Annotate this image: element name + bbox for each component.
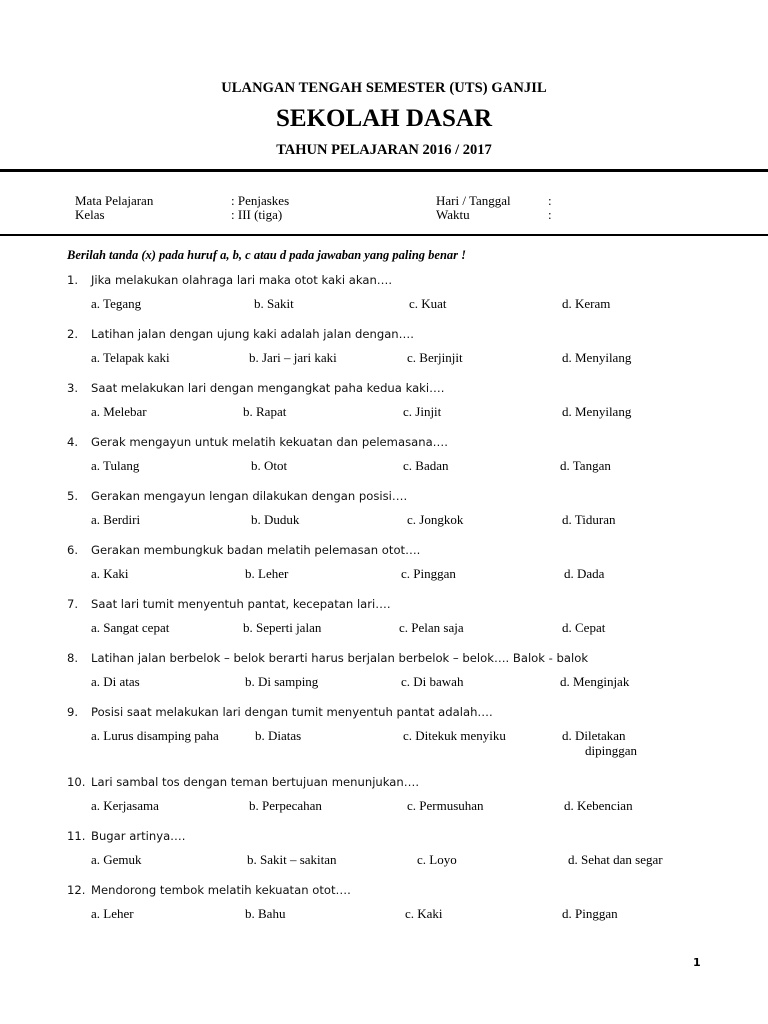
option-b: b. Di samping [245, 674, 319, 689]
option-c: c. Pinggan [401, 566, 456, 581]
option-b: b. Diatas [255, 728, 302, 743]
question-number: 4. [67, 435, 79, 449]
option-d: d. Sehat dan segar [568, 852, 663, 867]
question-text: Posisi saat melakukan lari dengan tumit menyentuh pantat adalah…. [91, 705, 493, 719]
question-number: 1. [67, 273, 79, 287]
option-a: a. Leher [91, 906, 134, 921]
question-number: 11. [67, 829, 86, 843]
option-d: d. Dada [564, 566, 605, 581]
question-number: 12. [67, 883, 86, 897]
option-b: b. Duduk [251, 512, 300, 527]
question-number: 5. [67, 489, 79, 503]
question-number: 10. [67, 775, 86, 789]
instruction-text: Berilah tanda (x) pada huruf a, b, c atau d pada jawaban yang paling benar ! [67, 248, 467, 262]
option-c: c. Berjinjit [407, 350, 463, 365]
option-d: d. Cepat [562, 620, 606, 635]
class-value: : III (tiga) [231, 207, 283, 222]
option-c: c. Jinjit [403, 404, 442, 419]
question-text: Saat lari tumit menyentuh pantat, kecepatan lari…. [91, 597, 391, 611]
question-text: Mendorong tembok melatih kekuatan otot…. [91, 883, 351, 897]
option-a: a. Kerjasama [91, 798, 159, 813]
option-d: d. Diletakan [562, 728, 626, 743]
option-b: b. Seperti jalan [243, 620, 322, 635]
question-text: Latihan jalan dengan ujung kaki adalah jalan dengan…. [91, 327, 414, 341]
option-c: c. Di bawah [401, 674, 464, 689]
option-a: a. Telapak kaki [91, 350, 170, 365]
option-c: c. Ditekuk menyiku [403, 728, 506, 743]
question-text: Bugar artinya…. [91, 829, 186, 843]
question-text: Saat melakukan lari dengan mengangkat paha kedua kaki…. [91, 381, 445, 395]
info-divider [0, 234, 768, 236]
option-d: d. Menginjak [560, 674, 630, 689]
class-label: Kelas [75, 207, 105, 222]
header-divider [0, 169, 768, 172]
academic-year-title: TAHUN PELAJARAN 2016 / 2017 [276, 142, 492, 158]
option-c: c. Pelan saja [399, 620, 464, 635]
option-d-continuation: dipinggan [585, 743, 637, 758]
option-a: a. Sangat cepat [91, 620, 170, 635]
question-text: Gerak mengayun untuk melatih kekuatan dan pelemasana…. [91, 435, 448, 449]
option-b: b. Otot [251, 458, 288, 473]
option-c: c. Permusuhan [407, 798, 484, 813]
question-number: 7. [67, 597, 79, 611]
page-number: 1 [693, 956, 701, 969]
question-number: 9. [67, 705, 79, 719]
option-c: c. Kaki [405, 906, 443, 921]
option-d: d. Tiduran [562, 512, 616, 527]
option-a: a. Berdiri [91, 512, 141, 527]
option-a: a. Gemuk [91, 852, 142, 867]
option-a: a. Melebar [91, 404, 147, 419]
option-d: d. Menyilang [562, 404, 632, 419]
option-d: d. Pinggan [562, 906, 618, 921]
question-number: 2. [67, 327, 79, 341]
exam-title: ULANGAN TENGAH SEMESTER (UTS) GANJIL [221, 80, 547, 96]
day-date-label: Hari / Tanggal [436, 193, 511, 208]
option-b: b. Jari – jari kaki [249, 350, 337, 365]
time-value: : [548, 207, 552, 222]
option-a: a. Di atas [91, 674, 140, 689]
question-text: Gerakan membungkuk badan melatih pelemasan otot…. [91, 543, 421, 557]
question-text: Jika melakukan olahraga lari maka otot kaki akan…. [91, 273, 393, 287]
option-b: b. Leher [245, 566, 289, 581]
option-a: a. Tulang [91, 458, 140, 473]
question-number: 8. [67, 651, 79, 665]
option-b: b. Sakit – sakitan [247, 852, 337, 867]
school-level-title: SEKOLAH DASAR [275, 105, 492, 132]
question-number: 3. [67, 381, 79, 395]
option-b: b. Rapat [243, 404, 287, 419]
question-text: Lari sambal tos dengan teman bertujuan menunjukan…. [91, 775, 419, 789]
option-a: a. Tegang [91, 296, 142, 311]
option-d: d. Menyilang [562, 350, 632, 365]
option-c: c. Badan [403, 458, 449, 473]
option-a: a. Kaki [91, 566, 129, 581]
option-a: a. Lurus disamping paha [91, 728, 219, 743]
subject-label: Mata Pelajaran [75, 193, 154, 208]
option-c: c. Jongkok [407, 512, 464, 527]
option-b: b. Sakit [254, 296, 294, 311]
question-number: 6. [67, 543, 79, 557]
question-text: Gerakan mengayun lengan dilakukan dengan posisi…. [91, 489, 408, 503]
time-label: Waktu [436, 207, 470, 222]
option-b: b. Bahu [245, 906, 286, 921]
question-text: Latihan jalan berbelok – belok berarti harus berjalan berbelok – belok…. Balok - balok [91, 651, 589, 665]
option-d: d. Tangan [560, 458, 611, 473]
subject-value: : Penjaskes [231, 193, 290, 208]
day-date-value: : [548, 193, 552, 208]
option-d: d. Keram [562, 296, 611, 311]
option-d: d. Kebencian [564, 798, 633, 813]
option-c: c. Kuat [409, 296, 447, 311]
option-c: c. Loyo [417, 852, 457, 867]
option-b: b. Perpecahan [249, 798, 322, 813]
